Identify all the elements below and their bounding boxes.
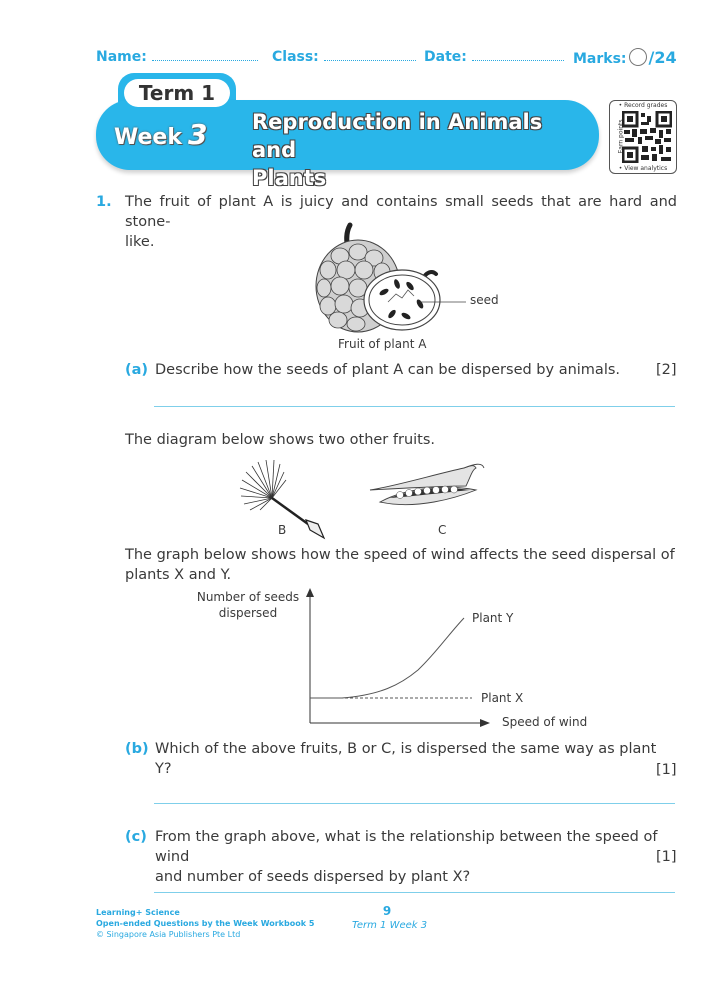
part-a-label: (a) <box>125 362 149 378</box>
class-blank[interactable] <box>324 48 416 61</box>
part-c-answer-line[interactable] <box>154 892 675 893</box>
graph-intro-line-1: The graph below shows how the speed of wind affects the seed dispersal of <box>125 547 675 563</box>
plant-y-label: Plant Y <box>472 611 514 625</box>
page-number: 9 <box>382 904 392 918</box>
qr-code-icon <box>622 111 672 163</box>
date-label: Date: <box>424 49 467 65</box>
footer-line-3: © Singapore Asia Publishers Pte Ltd <box>96 930 241 939</box>
graph-intro-line-2: plants X and Y. <box>125 567 232 583</box>
name-label: Name: <box>96 49 147 65</box>
seed-label: seed <box>470 293 499 307</box>
fruit-c-label: C <box>438 523 447 537</box>
marks-circle[interactable] <box>629 48 647 66</box>
fruit-a-illustration <box>310 222 480 334</box>
qr-code-box[interactable] <box>609 100 677 174</box>
marks-field <box>573 48 677 67</box>
marks-total: /24 <box>648 48 677 67</box>
qr-side-text: Earn points <box>617 119 625 154</box>
plant-y-curve <box>310 618 464 698</box>
graph-intro <box>125 545 677 585</box>
part-c-label: (c) <box>125 829 147 845</box>
part-a-text: Describe how the seeds of plant A can be dispersed by animals. <box>155 362 621 378</box>
fruit-a-caption: Fruit of plant A <box>338 337 427 351</box>
footer-credits <box>96 907 314 940</box>
part-a-marks: [2] <box>656 362 677 378</box>
part-c-text <box>155 827 677 887</box>
name-blank[interactable] <box>152 48 258 61</box>
marks-label: Marks: <box>573 51 627 67</box>
name-field[interactable] <box>96 48 258 65</box>
page-title <box>252 108 592 192</box>
part-c-line-2: and number of seeds dispersed by plant X? <box>155 869 471 885</box>
week-number: 3 <box>187 118 208 151</box>
page-subtitle: Term 1 Week 3 <box>352 920 428 931</box>
qr-bottom-text: • View analytics <box>618 165 668 172</box>
wind-seed-graph <box>300 585 500 730</box>
y-axis-label: Number of seeds dispersed <box>196 590 300 620</box>
part-b-marks: [1] <box>656 762 677 778</box>
part-c-line-1: From the graph above, what is the relationship between the speed of wind <box>155 829 658 865</box>
part-b-text: Which of the above fruits, B or C, is dispersed the same way as plant Y? <box>155 741 657 777</box>
date-field[interactable] <box>424 48 564 65</box>
week-badge <box>114 118 207 151</box>
intro-line-2: like. <box>125 234 155 250</box>
term-label: Term 1 <box>124 79 230 107</box>
footer-line-1: Learning+ Science <box>96 908 180 917</box>
plant-x-label: Plant X <box>481 691 524 705</box>
title-line-1: Reproduction in Animals and <box>252 110 543 162</box>
part-a-answer-line[interactable] <box>154 406 675 407</box>
class-field[interactable] <box>272 48 416 65</box>
class-label: Class: <box>272 49 319 65</box>
footer-line-2: Open-ended Questions by the Week Workbook 5 <box>96 919 315 928</box>
diagram-intro: The diagram below shows two other fruits. <box>125 432 436 448</box>
intro-line-1: The fruit of plant A is juicy and contains small seeds that are hard and stone- <box>125 194 677 230</box>
fruit-c-illustration <box>366 462 490 514</box>
part-b-label: (b) <box>125 741 149 757</box>
week-label: Week <box>114 125 182 150</box>
x-axis-label: Speed of wind <box>502 715 588 729</box>
date-blank[interactable] <box>472 48 564 61</box>
fruit-b-label: B <box>278 523 287 537</box>
part-c-marks: [1] <box>656 849 677 865</box>
title-line-2: Plants <box>252 166 327 190</box>
part-b-answer-line[interactable] <box>154 803 675 804</box>
question-1-number: 1. <box>96 194 112 210</box>
qr-top-text: • Record grades <box>618 102 668 109</box>
